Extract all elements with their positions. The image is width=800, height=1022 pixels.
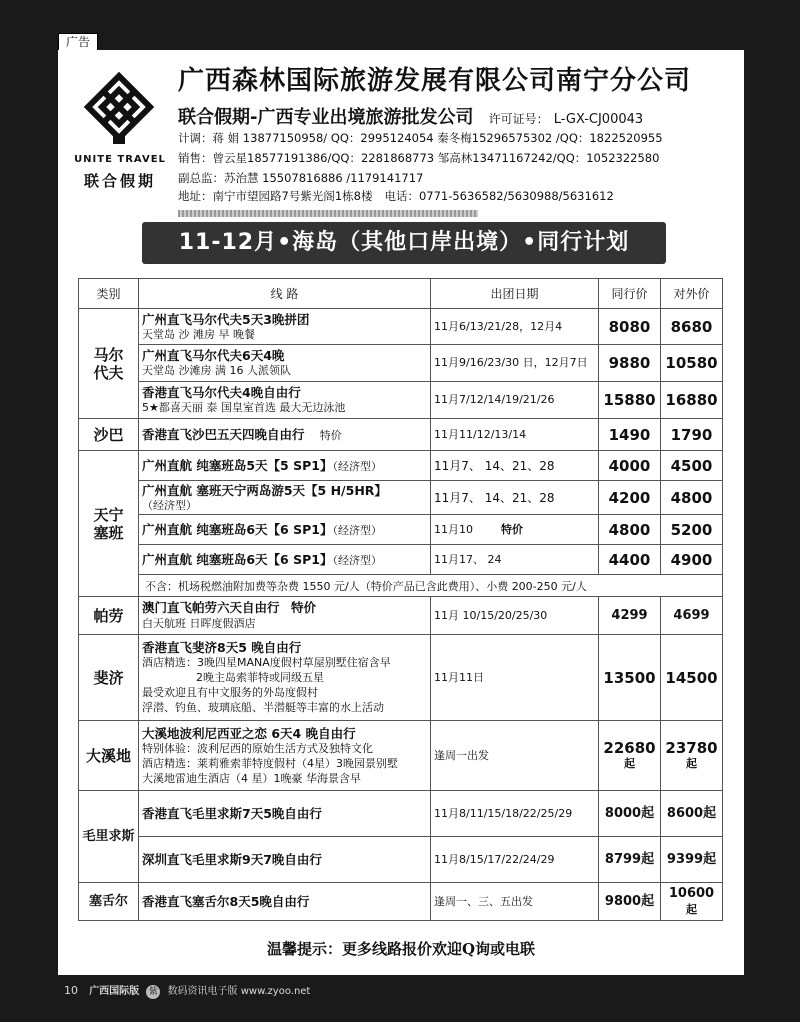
table-row	[79, 721, 723, 791]
date-cell: 11月11/12/13/14	[431, 419, 599, 451]
retail-price: 4900	[661, 545, 723, 575]
route-cell: 澳门直飞帕劳六天自由行 特价 白天航班 日晖度假酒店	[139, 597, 431, 635]
contact-address-line	[178, 188, 614, 204]
date-cell: 11月7、 14、21、28	[431, 451, 599, 481]
header-category: 类别	[79, 279, 139, 309]
footer-website: 数码资讯电子版 www.zyoo.net	[167, 986, 311, 997]
saipan-fee-note: 不含：机场税燃油附加费等杂费 1550 元/人（特价产品已含此费用）、小费 200-250 元/人	[139, 575, 723, 597]
trade-price: 4400	[599, 545, 661, 575]
trade-price: 13500	[599, 635, 661, 721]
table-row	[79, 883, 723, 921]
retail-price: 14500	[661, 635, 723, 721]
trade-price: 8799起	[599, 837, 661, 883]
table-row	[79, 309, 723, 345]
company-name: 广西森林国际旅游发展有限公司南宁分公司	[178, 66, 692, 96]
table-row	[79, 791, 723, 837]
date-cell: 11月 10/15/20/25/30	[431, 597, 599, 635]
warm-tip: 温馨提示：更多线路报价欢迎Q询或电联	[266, 940, 536, 958]
date-cell: 11月9/16/23/30 日，12月7日	[431, 345, 599, 382]
category-seychelles: 塞舌尔	[79, 883, 139, 921]
table-row	[79, 345, 723, 382]
company-header	[58, 50, 744, 220]
date-cell: 11月11日	[431, 635, 599, 721]
contact-planners: 计调：蒋 娟 13877150958/ QQ：2995124054 秦冬梅15296575302 /QQ：1822520955	[178, 131, 663, 145]
logo-english-name: UNITE TRAVEL	[74, 154, 166, 165]
license-label: 许可证号：	[488, 112, 549, 126]
license-number: L-GX-CJ00043	[553, 112, 644, 127]
route-cell: 广州直航 纯塞班岛6天【6 SP1】（经济型）	[139, 545, 431, 575]
retail-price: 10580	[661, 345, 723, 382]
category-tahiti: 大溪地	[79, 721, 139, 791]
page-banner: 11-12月•海岛（其他口岸出境）•同行计划	[142, 222, 666, 264]
route-cell: 广州直航 塞班天宁两岛游5天【5 H/5HR】 （经济型）	[139, 481, 431, 515]
route-cell: 深圳直飞毛里求斯9天7晚自由行	[139, 837, 431, 883]
telephone: 电话：0771-5636582/5630988/5631612	[384, 189, 614, 203]
route-cell: 香港直飞马尔代夫4晚自由行 5★都喜天丽 泰 国皇室首选 最大无边泳池	[139, 382, 431, 419]
header-date: 出团日期	[431, 279, 599, 309]
endless-knot-icon	[84, 72, 154, 144]
company-subtitle: 联合假期-广西专业出境旅游批发公司	[178, 107, 474, 128]
contact-director: 副总监：苏治慧 15507816886 /1179141717	[178, 171, 424, 185]
route-cell: 广州直飞马尔代夫5天3晚拼团 天堂岛 沙 滩房 早 晚餐	[139, 309, 431, 345]
retail-price: 16880	[661, 382, 723, 419]
table-row	[79, 419, 723, 451]
category-mauritius: 毛里求斯	[79, 791, 139, 883]
retail-price: 23780 起	[661, 721, 723, 791]
trade-price: 1490	[599, 419, 661, 451]
contact-sales: 销售：曾云星18577191386/QQ：2281868773 邹高林13471167242/QQ：1052322580	[178, 151, 660, 165]
route-cell: 香港直飞毛里求斯7天5晚自由行	[139, 791, 431, 837]
retail-price: 4500	[661, 451, 723, 481]
table-row	[79, 481, 723, 515]
header-trade-price: 同行价	[599, 279, 661, 309]
route-cell: 大溪地波利尼西亚之恋 6天4 晚自由行 特别体验：波利尼西的原始生活方式及独特文化 酒店精选：莱莉雅索菲特度假村（4星）3晚园景别墅 大溪地雷迪生酒店（4 星）1晚豪 华海景含早	[139, 721, 431, 791]
retail-price: 8680	[661, 309, 723, 345]
route-cell: 广州直飞马尔代夫6天4晚 天堂岛 沙滩房 满 16 人派领队	[139, 345, 431, 382]
trade-price: 8080	[599, 309, 661, 345]
decorative-stripe	[178, 210, 478, 217]
route-cell: 广州直航 纯塞班岛5天【5 SP1】（经济型）	[139, 451, 431, 481]
category-sabah: 沙巴	[79, 419, 139, 451]
table-header-row	[79, 279, 723, 309]
address: 地址：南宁市望园路7号紫光阁1栋8楼	[178, 189, 373, 203]
date-cell: 11月10 特价	[431, 515, 599, 545]
table-row	[79, 515, 723, 545]
trade-price: 4800	[599, 515, 661, 545]
table-row	[79, 597, 723, 635]
date-cell: 11月8/11/15/18/22/25/29	[431, 791, 599, 837]
date-cell: 逢周一、三、五出发	[431, 883, 599, 921]
trade-price: 4000	[599, 451, 661, 481]
date-cell: 11月17、 24	[431, 545, 599, 575]
magazine-name: 广西国际版	[89, 986, 140, 997]
route-cell: 香港直飞塞舌尔8天5晚自由行	[139, 883, 431, 921]
trade-price: 22680 起	[599, 721, 661, 791]
company-logo	[64, 72, 176, 192]
trade-price: 4200	[599, 481, 661, 515]
table-row	[79, 545, 723, 575]
trade-price: 9880	[599, 345, 661, 382]
date-cell: 11月7、 14、21、28	[431, 481, 599, 515]
retail-price: 4699	[661, 597, 723, 635]
page-number: 10	[64, 984, 78, 997]
header-route: 线 路	[139, 279, 431, 309]
retail-price: 9399起	[661, 837, 723, 883]
category-maldives: 马尔代夫	[79, 309, 139, 419]
date-cell: 11月8/15/17/22/24/29	[431, 837, 599, 883]
retail-price: 4800	[661, 481, 723, 515]
route-cell: 香港直飞沙巴五天四晚自由行 特价	[139, 419, 431, 451]
retail-price: 1790	[661, 419, 723, 451]
trade-price: 8000起	[599, 791, 661, 837]
table-row	[79, 575, 723, 597]
date-cell: 11月6/13/21/28，12月4	[431, 309, 599, 345]
route-cell: 香港直飞斐济8天5 晚自由行 酒店精选：3晚四星MANA度假村草屋别墅住宿含早 2晚主岛索菲特或同级五星 最受欢迎且有中文服务的外岛度假村 浮潜、钓鱼、玻璃底船、半潜艇等丰富的水上活动	[139, 635, 431, 721]
date-cell: 11月7/12/14/19/21/26	[431, 382, 599, 419]
route-cell: 广州直航 纯塞班岛6天【6 SP1】（经济型）	[139, 515, 431, 545]
header-retail-price: 对外价	[661, 279, 723, 309]
table-row	[79, 635, 723, 721]
ad-tag: 广告	[58, 33, 98, 51]
retail-price: 5200	[661, 515, 723, 545]
table-row	[79, 451, 723, 481]
table-row	[79, 837, 723, 883]
retail-price: 8600起	[661, 791, 723, 837]
subtitle-line	[178, 103, 643, 129]
itinerary-table	[78, 278, 723, 921]
retail-price: 10600 起	[661, 883, 723, 921]
category-saipan: 天宁塞班	[79, 451, 139, 597]
page-footer	[64, 982, 310, 999]
table-row	[79, 382, 723, 419]
trade-price: 4299	[599, 597, 661, 635]
category-fiji: 斐济	[79, 635, 139, 721]
trade-price: 15880	[599, 382, 661, 419]
trade-price: 9800起	[599, 883, 661, 921]
category-palau: 帕劳	[79, 597, 139, 635]
logo-chinese-name: 联合假期	[83, 172, 156, 190]
ad-page	[58, 50, 744, 975]
magazine-badge-icon: 紫	[146, 985, 160, 999]
date-cell: 逢周一出发	[431, 721, 599, 791]
